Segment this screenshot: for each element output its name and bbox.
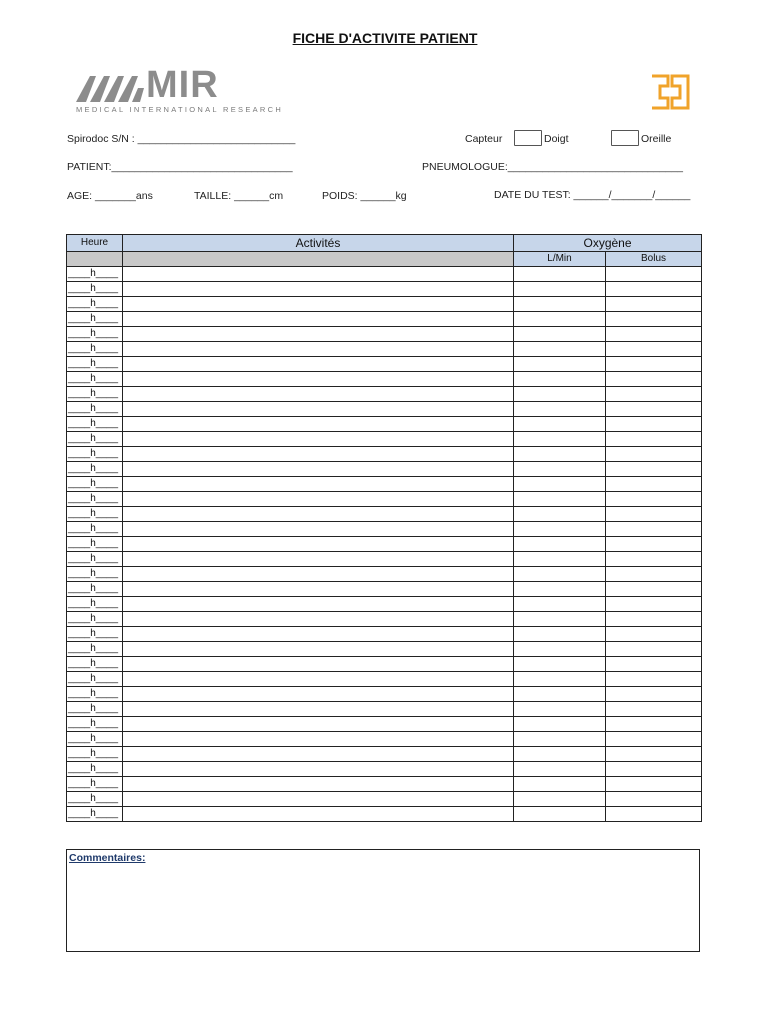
lmin-cell[interactable]: [514, 327, 606, 342]
activite-cell[interactable]: [123, 432, 514, 447]
heure-cell[interactable]: ____h____: [67, 282, 123, 297]
heure-cell[interactable]: ____h____: [67, 312, 123, 327]
bolus-cell[interactable]: [606, 567, 702, 582]
table-row: [67, 447, 702, 462]
heure-cell[interactable]: ____h____: [67, 537, 123, 552]
lmin-cell[interactable]: [514, 567, 606, 582]
lmin-cell[interactable]: [514, 297, 606, 312]
table-row: [67, 297, 702, 312]
lmin-cell[interactable]: [514, 717, 606, 732]
lmin-cell[interactable]: [514, 642, 606, 657]
table-row: [67, 582, 702, 597]
activite-cell[interactable]: [123, 417, 514, 432]
heure-cell[interactable]: ____h____: [67, 627, 123, 642]
lmin-cell[interactable]: [514, 792, 606, 807]
brand-subtitle: MEDICAL INTERNATIONAL RESEARCH: [76, 105, 284, 114]
activite-cell[interactable]: [123, 702, 514, 717]
activite-cell[interactable]: [123, 462, 514, 477]
heure-cell[interactable]: ____h____: [67, 522, 123, 537]
table-row: [67, 492, 702, 507]
lmin-cell[interactable]: [514, 402, 606, 417]
lmin-cell[interactable]: [514, 747, 606, 762]
bolus-cell[interactable]: [606, 282, 702, 297]
activite-cell[interactable]: [123, 597, 514, 612]
lmin-cell[interactable]: [514, 762, 606, 777]
lmin-cell[interactable]: [514, 627, 606, 642]
heure-cell[interactable]: ____h____: [67, 747, 123, 762]
bolus-cell[interactable]: [606, 372, 702, 387]
heure-cell[interactable]: ____h____: [67, 357, 123, 372]
lmin-cell[interactable]: [514, 372, 606, 387]
bolus-cell[interactable]: [606, 657, 702, 672]
bolus-cell[interactable]: [606, 507, 702, 522]
activite-cell[interactable]: [123, 807, 514, 822]
bolus-cell[interactable]: [606, 417, 702, 432]
heure-cell[interactable]: ____h____: [67, 552, 123, 567]
table-row: [67, 522, 702, 537]
activites-subheader: [123, 252, 514, 267]
lmin-cell[interactable]: [514, 267, 606, 282]
table-row: [67, 612, 702, 627]
heure-cell[interactable]: ____h____: [67, 657, 123, 672]
table-row: [67, 357, 702, 372]
table-row: [67, 387, 702, 402]
activite-cell[interactable]: [123, 402, 514, 417]
activite-cell[interactable]: [123, 282, 514, 297]
bolus-cell[interactable]: [606, 312, 702, 327]
bolus-cell[interactable]: [606, 597, 702, 612]
bolus-cell[interactable]: [606, 777, 702, 792]
bolus-cell[interactable]: [606, 762, 702, 777]
bolus-cell[interactable]: [606, 447, 702, 462]
table-row: [67, 327, 702, 342]
lmin-cell[interactable]: [514, 387, 606, 402]
bolus-subheader: Bolus: [606, 252, 702, 267]
lmin-cell[interactable]: [514, 537, 606, 552]
lmin-cell[interactable]: [514, 417, 606, 432]
activite-cell[interactable]: [123, 507, 514, 522]
bolus-cell[interactable]: [606, 627, 702, 642]
lmin-cell[interactable]: [514, 552, 606, 567]
heure-subheader: [67, 252, 123, 267]
poids-field: POIDS: ______kg: [322, 190, 407, 202]
bolus-cell[interactable]: [606, 477, 702, 492]
bolus-cell[interactable]: [606, 327, 702, 342]
bolus-cell[interactable]: [606, 342, 702, 357]
table-row: [67, 282, 702, 297]
activite-cell[interactable]: [123, 792, 514, 807]
activite-cell[interactable]: [123, 762, 514, 777]
lmin-cell[interactable]: [514, 597, 606, 612]
spirodoc-field: Spirodoc S/N : ___________________________: [67, 133, 296, 145]
bolus-cell[interactable]: [606, 297, 702, 312]
activite-cell[interactable]: [123, 732, 514, 747]
table-row: [67, 762, 702, 777]
heure-cell[interactable]: ____h____: [67, 717, 123, 732]
activite-cell[interactable]: [123, 312, 514, 327]
lmin-cell[interactable]: [514, 357, 606, 372]
bolus-cell[interactable]: [606, 387, 702, 402]
doigt-label: Doigt: [544, 133, 569, 145]
table-row: [67, 657, 702, 672]
table-row: [67, 417, 702, 432]
bolus-cell[interactable]: [606, 267, 702, 282]
table-row: [67, 567, 702, 582]
heure-cell[interactable]: ____h____: [67, 372, 123, 387]
activite-cell[interactable]: [123, 657, 514, 672]
heure-cell[interactable]: ____h____: [67, 432, 123, 447]
heure-cell[interactable]: ____h____: [67, 327, 123, 342]
bolus-cell[interactable]: [606, 582, 702, 597]
table-row: [67, 537, 702, 552]
activite-cell[interactable]: [123, 552, 514, 567]
heure-cell[interactable]: ____h____: [67, 342, 123, 357]
table-row: [67, 372, 702, 387]
bolus-cell[interactable]: [606, 462, 702, 477]
bolus-cell[interactable]: [606, 687, 702, 702]
heure-cell[interactable]: ____h____: [67, 387, 123, 402]
bolus-cell[interactable]: [606, 732, 702, 747]
activite-cell[interactable]: [123, 477, 514, 492]
table-row: [67, 807, 702, 822]
table-row: [67, 507, 702, 522]
bolus-cell[interactable]: [606, 747, 702, 762]
heure-cell[interactable]: ____h____: [67, 477, 123, 492]
lmin-cell[interactable]: [514, 777, 606, 792]
table-row: [67, 687, 702, 702]
heure-cell[interactable]: ____h____: [67, 492, 123, 507]
table-row: [67, 342, 702, 357]
table-row: [67, 627, 702, 642]
lmin-cell[interactable]: [514, 807, 606, 822]
activite-cell[interactable]: [123, 327, 514, 342]
table-row: [67, 477, 702, 492]
activite-cell[interactable]: [123, 387, 514, 402]
table-row: [67, 402, 702, 417]
heure-cell[interactable]: ____h____: [67, 792, 123, 807]
activity-table: [66, 234, 702, 822]
lmin-cell[interactable]: [514, 582, 606, 597]
table-row: [67, 462, 702, 477]
age-field: AGE: _______ans: [67, 190, 153, 202]
lmin-cell[interactable]: [514, 342, 606, 357]
activite-cell[interactable]: [123, 492, 514, 507]
sensor-logo-icon: [648, 72, 692, 112]
page-title: FICHE D'ACTIVITE PATIENT: [292, 30, 478, 46]
activite-cell[interactable]: [123, 747, 514, 762]
activite-cell[interactable]: [123, 537, 514, 552]
bolus-cell[interactable]: [606, 357, 702, 372]
bolus-cell[interactable]: [606, 702, 702, 717]
table-row: [67, 597, 702, 612]
table-row: [67, 702, 702, 717]
lmin-cell[interactable]: [514, 732, 606, 747]
table-row: [67, 792, 702, 807]
heure-cell[interactable]: ____h____: [67, 567, 123, 582]
capteur-label: Capteur: [465, 133, 503, 145]
bolus-cell[interactable]: [606, 552, 702, 567]
heure-cell[interactable]: ____h____: [67, 417, 123, 432]
comments-label: Commentaires:: [69, 852, 146, 864]
heure-cell[interactable]: ____h____: [67, 732, 123, 747]
heure-cell[interactable]: ____h____: [67, 402, 123, 417]
bolus-cell[interactable]: [606, 492, 702, 507]
activite-cell[interactable]: [123, 627, 514, 642]
lmin-cell[interactable]: [514, 507, 606, 522]
brand-name: MIR: [146, 64, 219, 106]
bolus-cell[interactable]: [606, 537, 702, 552]
col-activites-header: Activités: [123, 235, 514, 252]
table-row: [67, 552, 702, 567]
activite-cell[interactable]: [123, 777, 514, 792]
bolus-cell[interactable]: [606, 807, 702, 822]
doigt-checkbox[interactable]: [514, 130, 542, 146]
lmin-cell[interactable]: [514, 672, 606, 687]
activite-cell[interactable]: [123, 672, 514, 687]
lmin-cell[interactable]: [514, 612, 606, 627]
activite-cell[interactable]: [123, 267, 514, 282]
heure-cell[interactable]: ____h____: [67, 447, 123, 462]
activite-cell[interactable]: [123, 447, 514, 462]
bolus-cell[interactable]: [606, 402, 702, 417]
bolus-cell[interactable]: [606, 522, 702, 537]
heure-cell[interactable]: ____h____: [67, 462, 123, 477]
date-field: DATE DU TEST: ______/_______/______: [494, 189, 691, 201]
patient-field: PATIENT:_______________________________: [67, 161, 293, 173]
lmin-cell[interactable]: [514, 687, 606, 702]
activite-cell[interactable]: [123, 372, 514, 387]
heure-cell[interactable]: ____h____: [67, 642, 123, 657]
table-row: [67, 777, 702, 792]
table-row: [67, 642, 702, 657]
activite-cell[interactable]: [123, 342, 514, 357]
activite-cell[interactable]: [123, 297, 514, 312]
bolus-cell[interactable]: [606, 612, 702, 627]
lmin-cell[interactable]: [514, 702, 606, 717]
activite-cell[interactable]: [123, 642, 514, 657]
heure-cell[interactable]: ____h____: [67, 582, 123, 597]
col-heure-header: Heure: [67, 235, 123, 252]
activite-cell[interactable]: [123, 522, 514, 537]
bolus-cell[interactable]: [606, 432, 702, 447]
col-oxygene-header: Oxygène: [514, 235, 702, 252]
table-row: [67, 732, 702, 747]
table-row: [67, 717, 702, 732]
table-row: [67, 312, 702, 327]
lmin-cell[interactable]: [514, 462, 606, 477]
table-row: [67, 747, 702, 762]
table-row: [67, 672, 702, 687]
pneumologue-field: PNEUMOLOGUE:______________________________: [422, 161, 683, 173]
heure-cell[interactable]: ____h____: [67, 507, 123, 522]
lmin-cell[interactable]: [514, 492, 606, 507]
lmin-cell[interactable]: [514, 447, 606, 462]
lmin-cell[interactable]: [514, 657, 606, 672]
comments-box[interactable]: [66, 849, 700, 952]
activite-cell[interactable]: [123, 567, 514, 582]
heure-cell[interactable]: ____h____: [67, 762, 123, 777]
bolus-cell[interactable]: [606, 672, 702, 687]
heure-cell[interactable]: ____h____: [67, 297, 123, 312]
table-row: [67, 267, 702, 282]
taille-field: TAILLE: ______cm: [194, 190, 284, 202]
lmin-subheader: L/Min: [514, 252, 606, 267]
heure-cell[interactable]: ____h____: [67, 777, 123, 792]
activite-cell[interactable]: [123, 612, 514, 627]
heure-cell[interactable]: ____h____: [67, 612, 123, 627]
heure-cell[interactable]: ____h____: [67, 702, 123, 717]
oreille-checkbox[interactable]: [611, 130, 639, 146]
oreille-label: Oreille: [641, 133, 672, 145]
lmin-cell[interactable]: [514, 432, 606, 447]
heure-cell[interactable]: ____h____: [67, 687, 123, 702]
heure-cell[interactable]: ____h____: [67, 807, 123, 822]
activite-cell[interactable]: [123, 687, 514, 702]
activite-cell[interactable]: [123, 357, 514, 372]
table-row: [67, 432, 702, 447]
lmin-cell[interactable]: [514, 522, 606, 537]
bolus-cell[interactable]: [606, 642, 702, 657]
heure-cell[interactable]: ____h____: [67, 672, 123, 687]
heure-cell[interactable]: ____h____: [67, 267, 123, 282]
lmin-cell[interactable]: [514, 282, 606, 297]
lmin-cell[interactable]: [514, 477, 606, 492]
activite-cell[interactable]: [123, 582, 514, 597]
lmin-cell[interactable]: [514, 312, 606, 327]
bolus-cell[interactable]: [606, 792, 702, 807]
activite-cell[interactable]: [123, 717, 514, 732]
heure-cell[interactable]: ____h____: [67, 597, 123, 612]
bolus-cell[interactable]: [606, 717, 702, 732]
